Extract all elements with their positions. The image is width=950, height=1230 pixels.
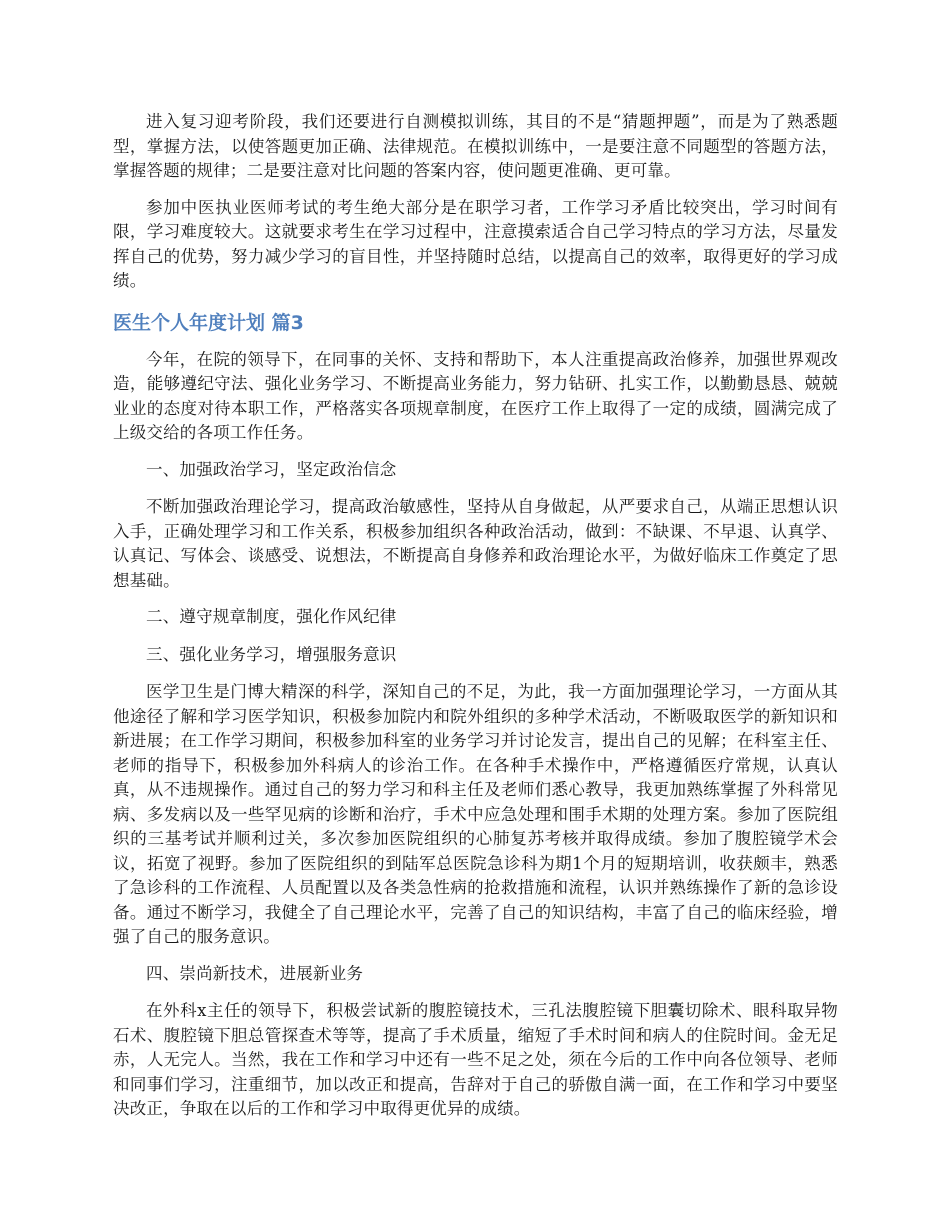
subheading-new-technology: 四、崇尚新技术，进展新业务 [146,963,364,983]
intro-paragraph-1: 进入复习迎考阶段，我们还要进行自测模拟训练，其目的不是“猜题押题”，而是为了熟悉题型，掌握方法，以使答题更加正确、法律规范。在模拟训练中，一是要注意不同题型的答题方法，掌握答题的规律；二是要注意对比问题的答案内容，使问题更准确、更可靠。 [113,112,838,180]
document-page [113,110,838,1134]
subheading-political-study: 一、加强政治学习，坚定政治信念 [146,459,397,479]
section-title: 医生个人年度计划 篇3 [113,311,304,334]
intro-paragraph-2: 参加中医执业医师考试的考生绝大部分是在职学习者，工作学习矛盾比较突出，学习时间有限，学习难度较大。这就要求考生在学习过程中，注意摸索适合自己学习特点的学习方法，尽量发挥自己的优势，努力减少学习的盲目性，并坚持随时总结，以提高自己的效率，取得更好的学习成绩。 [113,197,838,290]
body-paragraph-4: 在外科x主任的领导下，积极尝试新的腹腔镜技术，三孔法腹腔镜下胆囊切除术、眼科取异物石术、腹腔镜下胆总管探查术等等，提高了手术质量，缩短了手术时间和病人的住院时间。金无足赤，人无完人。当然，我在工作和学习中还有一些不足之处，须在今后的工作中向各位领导、老师和同事们学习，注重细节，加以改正和提高，告辞对于自己的骄傲自满一面，在工作和学习中要坚决改正，争取在以后的工作和学习中取得更优异的成绩。 [113,1001,838,1118]
body-paragraph-2: 不断加强政治理论学习，提高政治敏感性，坚持从自身做起，从严要求自己，从端正思想认识入手，正确处理学习和工作关系，积极参加组织各种政治活动，做到：不缺课、不早退、认真学、认真记、写体会、谈感受、说想法，不断提高自身修养和政治理论水平，为做好临床工作奠定了思想基础。 [113,497,838,590]
subheading-professional-study: 三、强化业务学习，增强服务意识 [146,644,397,664]
body-paragraph-3: 医学卫生是门博大精深的科学，深知自己的不足，为此，我一方面加强理论学习，一方面从其他途径了解和学习医学知识，积极参加院内和院外组织的多种学术活动，不断吸取医学的新知识和新进展；在工作学习期间，积极参加科室的业务学习并讨论发言，提出自己的见解；在科室主任、老师的指导下，积极参加外科病人的诊治工作。在各种手术操作中，严格遵循医疗常规，认真认真，从不违规操作。通过自己的努力学习和科主任及老师们悉心教导，我更加熟练掌握了外科常见病、多发病以及一些罕见病的诊断和治疗，手术中应急处理和围手术期的处理方案。参加了医院组织的三基考试并顺利过关，多次参加医院组织的心肺复苏考核并取得成绩。参加了腹腔镜学术会议，拓宽了视野。参加了医院组织的到陆军总医院急诊科为期1个月的短期培训，收获颇丰，熟悉了急诊科的工作流程、人员配置以及各类急性病的抢救措施和流程，认识并熟练操作了新的急诊设备。通过不断学习，我健全了自己理论水平，完善了自己的知识结构，丰富了自己的临床经验，增强了自己的服务意识。 [113,682,838,946]
body-paragraph-1: 今年，在院的领导下，在同事的关怀、支持和帮助下，本人注重提高政治修养，加强世界观改造，能够遵纪守法、强化业务学习、不断提高业务能力，努力钻研、扎实工作，以勤勤恳恳、兢兢业业的态度对待本职工作，严格落实各项规章制度，在医疗工作上取得了一定的成绩，圆满完成了上级交给的各项工作任务。 [113,349,838,442]
subheading-rules-discipline: 二、遵守规章制度，强化作风纪律 [146,607,397,626]
